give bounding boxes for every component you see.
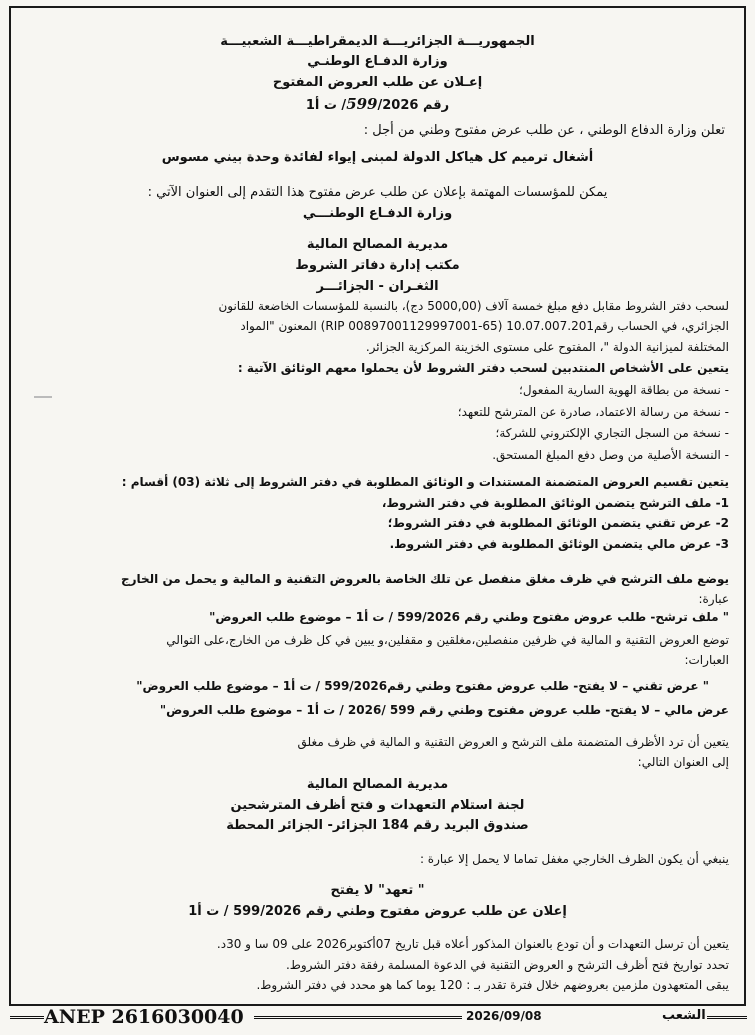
label-line1: " تعهد" لا يفتح	[330, 883, 425, 898]
docs-item-3: - نسخة من السجل التجاري الإلكتروني للشركة؛	[495, 426, 729, 440]
footer-rule-middle	[254, 1016, 462, 1019]
envelope-line1: يوضع ملف الترشح في ظرف مغلق منفصل عن تلك الخاصة بالعروض التقنية و المالية و يحمل من الخارج	[120, 572, 729, 586]
envelope-line2: عبارة:	[698, 592, 729, 606]
envelope-line4: توضع العروض التقنية و المالية في ظرفين منفصلين،مغلقين و مقفلين،و يبين في كل ظرف من الخارج،على التوالي	[166, 633, 729, 647]
address1-line3: مكتب إدارة دفاتر الشروط	[295, 258, 460, 273]
closing-line3: يبقى المتعهدون ملزمين بعروضهم خلال فترة تقدر بـ : 120 يوما كما هو محدد في دفتر الشروط.	[256, 978, 729, 992]
reference-prefix: رقم	[422, 98, 450, 113]
envelope-line6: " عرض تقني – لا يفتح- طلب عروض مفتوح وطني رقم599/2026 / ت أ1 – موضوع طلب العروض"	[136, 679, 709, 693]
reference-number: 599	[346, 95, 378, 113]
outer-envelope-note: ينبغي أن يكون الظرف الخارجي مغفل تماما لا يحمل إلا عبارة :	[419, 852, 729, 866]
margin-mark	[34, 396, 52, 398]
address2-line2: لجنة استلام التعهدات و فتح أظرف المترشحين	[230, 798, 525, 813]
footer-rule-right	[707, 1016, 747, 1019]
split-item-2: 2- عرض تقني يتضمن الوثائق المطلوبة في دفتر الشروط؛	[387, 516, 729, 530]
footer-rule-left	[10, 1016, 44, 1019]
envelope-line5: العبارات:	[684, 653, 729, 667]
outer-line1: يتعين أن ترد الأظرف المتضمنة ملف الترشح و العروض التقنية و المالية في ظرف مغلق	[297, 735, 729, 749]
project-title: أشغال ترميم كل هياكل الدولة لمبنى إيواء لفائدة وحدة بيني مسوس	[161, 150, 594, 165]
docs-item-1: - نسخة من بطاقة الهوية السارية المفعول؛	[519, 383, 729, 397]
payment-line2: الجزائري، في الحساب رقم10.07.007.201 (RIP 00897001129997001-65) المعنون "المواد	[240, 319, 729, 333]
split-title: يتعين تقسيم العروض المتضمنة المستندات و الوثائق المطلوبة في دفتر الشروط إلى ثلاثة (03) أقسام :	[121, 475, 729, 489]
anep-reference: ANEP 2616030040	[44, 1006, 244, 1028]
notice-title: إعـلان عن طلب العروض المفتوح	[272, 75, 483, 90]
label-line2: إعلان عن طلب عروض مفتوح وطني رقم 599/2026 / ت أ1	[188, 904, 567, 919]
docs-item-2: - نسخة من رسالة الاعتماد، صادرة عن المترشح للتعهد؛	[457, 405, 729, 419]
split-item-3: 3- عرض مالي يتضمن الوثائق المطلوبة في دفتر الشروط.	[389, 537, 729, 551]
newspaper-name: الشعب	[662, 1008, 706, 1023]
address1-line2: مديرية المصالح المالية	[306, 237, 449, 252]
closing-line1: يتعين أن ترسل التعهدات و أن تودع بالعنوان المذكور أعلاه قبل تاريخ 07أكتوبر2026 على 09 سا و 30د.	[216, 937, 729, 951]
publication-date: 2026/09/08	[466, 1009, 542, 1023]
split-item-1: 1- ملف الترشح يتضمن الوثائق المطلوبة في دفتر الشروط،	[381, 496, 729, 510]
intro-text: تعلن وزارة الدفاع الوطني ، عن طلب عرض مفتوح وطني من أجل :	[363, 123, 725, 138]
address1-line1: وزارة الدفـاع الوطنـــي	[302, 206, 453, 221]
reference-suffix: /2026/ ت أ1	[305, 98, 419, 113]
ministry-heading: وزارة الدفـاع الوطنـي	[307, 54, 448, 69]
invite-text: يمكن للمؤسسات المهتمة بإعلان عن طلب عرض مفتوح هذا التقدم إلى العنوان الآتي :	[147, 185, 608, 200]
payment-line3: المختلفة لميزانية الدولة "، المفتوح على مستوى الخزينة المركزية الجزائر.	[365, 340, 729, 354]
outer-line2: إلى العنوان التالي:	[637, 755, 729, 769]
docs-item-4: - النسخة الأصلية من وصل دفع المبلغ المستحق.	[492, 448, 729, 462]
closing-line2: تحدد تواريخ فتح أظرف الترشح و العروض التقنية في الدعوة المسلمة رفقة دفتر الشروط.	[285, 958, 729, 972]
republic-heading: الجمهوريـــة الجزائريـــة الديمقراطيـــة الشعبيـــة	[220, 34, 535, 49]
docs-title: يتعين على الأشخاص المنتدبين لسحب دفتر الشروط لأن يحملوا معهم الوثائق الآتية :	[237, 361, 729, 375]
envelope-line7: عرض مالي – لا يفتح- طلب عروض مفتوح وطني رقم 599 /2026 / ت أ1 – موضوع طلب العروض"	[159, 703, 729, 717]
address2-line3: صندوق البريد رقم 184 الجزائر- الجزائر المحطة	[226, 818, 529, 833]
reference-line	[0, 97, 755, 112]
address1-line4: الثغـران - الجزائـــر	[316, 279, 439, 294]
payment-line1: لسحب دفتر الشروط مقابل دفع مبلغ خمسة آلاف (5000,00 دج)، بالنسبة للمؤسسات الخاضعة للقانون	[218, 299, 729, 313]
address2-line1: مديرية المصالح المالية	[306, 777, 449, 792]
envelope-line3: " ملف ترشح- طلب عروض مفتوح وطني رقم 599/2026 / ت أ1 – موضوع طلب العروض"	[209, 610, 729, 624]
